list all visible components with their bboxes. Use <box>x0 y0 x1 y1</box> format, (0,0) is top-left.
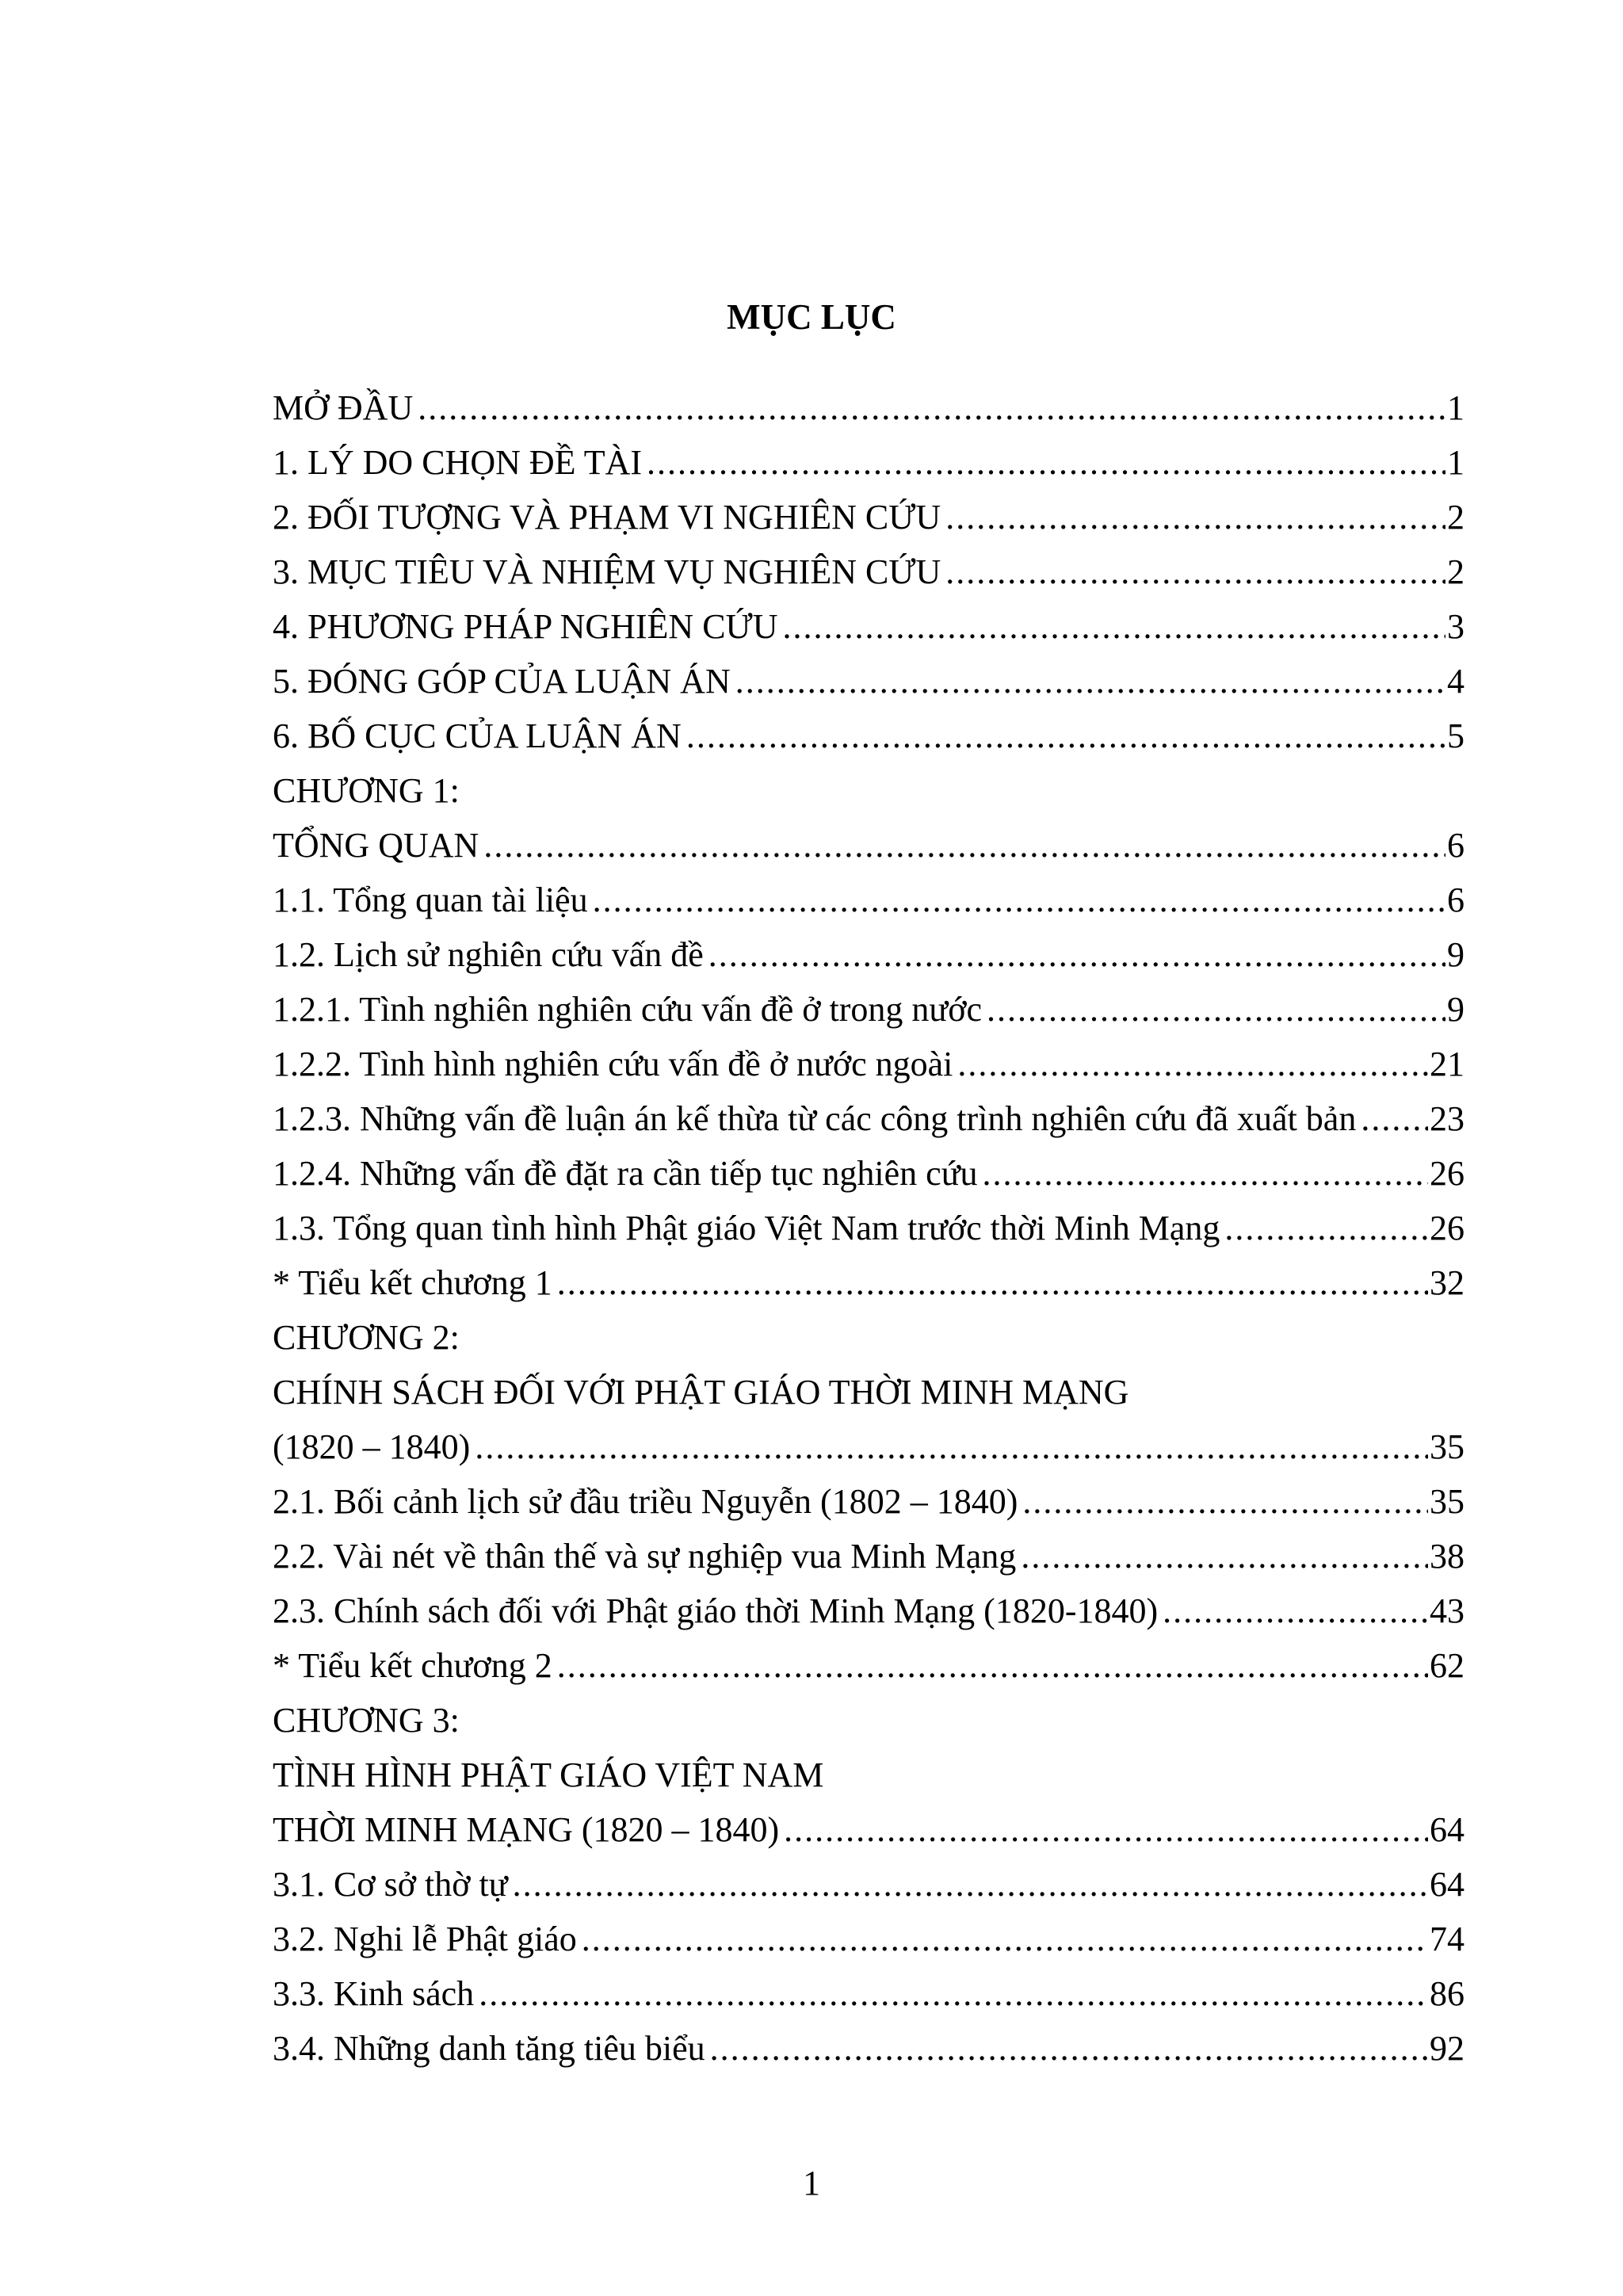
toc-entry-page: 26 <box>1430 1154 1465 1193</box>
dot-leader <box>784 1802 1428 1857</box>
toc-entry <box>273 1365 1465 1419</box>
toc-entry-label: 1.1. Tổng quan tài liệu <box>273 881 588 919</box>
dot-leader <box>483 818 1445 873</box>
toc-entry <box>273 380 1465 435</box>
toc-entry <box>273 544 1465 599</box>
dot-leader <box>782 599 1445 654</box>
toc-entry <box>273 654 1465 709</box>
toc-entry-page: 1 <box>1447 443 1465 482</box>
dot-leader <box>1021 1529 1428 1584</box>
toc-entry-label: TỔNG QUAN <box>273 826 479 865</box>
toc-entry-label: 3.3. Kinh sách <box>273 1974 475 2013</box>
toc-entry-label: 3.2. Nghi lễ Phật giáo <box>273 1920 577 1958</box>
toc-entry <box>273 927 1465 982</box>
toc-entry <box>273 599 1465 654</box>
toc-entry-label: 2.1. Bối cảnh lịch sử đầu triều Nguyễn (1802 – 1840) <box>273 1482 1018 1521</box>
dot-leader <box>945 544 1445 599</box>
toc-entry-label: * Tiểu kết chương 2 <box>273 1646 552 1685</box>
toc-entry-page: 38 <box>1430 1537 1465 1576</box>
dot-leader <box>418 380 1445 435</box>
toc-entry-page: 43 <box>1430 1591 1465 1630</box>
dot-leader <box>1224 1201 1428 1255</box>
toc-entry-label: 1.2.1. Tình nghiên nghiên cứu vấn đề ở trong nước <box>273 990 983 1029</box>
toc-entry <box>273 1091 1465 1146</box>
toc-entry-label: 1.3. Tổng quan tình hình Phật giáo Việt Nam trước thời Minh Mạng <box>273 1209 1220 1247</box>
toc-entry-label: 1.2.2. Tình hình nghiên cứu vấn đề ở nước ngoài <box>273 1045 953 1083</box>
toc-entry-page: 64 <box>1430 1865 1465 1904</box>
toc-entry-label: * Tiểu kết chương 1 <box>273 1263 552 1302</box>
toc-entry <box>273 1802 1465 1857</box>
dot-leader <box>1163 1584 1428 1638</box>
dot-leader <box>479 1966 1428 2021</box>
toc-entry <box>273 709 1465 763</box>
toc-entry <box>273 1146 1465 1201</box>
toc-entry-page: 35 <box>1430 1427 1465 1466</box>
toc-entry-label: 3.4. Những danh tăng tiêu biểu <box>273 2029 705 2068</box>
toc-entry-label: 2.2. Vài nét về thân thế và sự nghiệp vua Minh Mạng <box>273 1537 1017 1576</box>
toc-entry <box>273 1638 1465 1693</box>
toc-entry-page: 92 <box>1430 2029 1465 2068</box>
dot-leader <box>710 2021 1428 2076</box>
toc-entry-label: CHƯƠNG 2: <box>273 1318 460 1357</box>
toc-entry <box>273 1748 1465 1802</box>
toc-entry-label: 2. ĐỐI TƯỢNG VÀ PHẠM VI NGHIÊN CỨU <box>273 498 941 537</box>
toc-entry-page: 64 <box>1430 1810 1465 1849</box>
toc-entry-label: TÌNH HÌNH PHẬT GIÁO VIỆT NAM <box>273 1755 824 1794</box>
toc-entry <box>273 1474 1465 1529</box>
dot-leader <box>647 435 1445 490</box>
toc-entry <box>273 1255 1465 1310</box>
toc-entry <box>273 1201 1465 1255</box>
toc-entry-label: (1820 – 1840) <box>273 1427 471 1466</box>
toc-entry-page: 9 <box>1447 990 1465 1029</box>
toc-entry <box>273 1310 1465 1365</box>
dot-leader <box>557 1638 1428 1693</box>
toc-entry-label: 4. PHƯƠNG PHÁP NGHIÊN CỨU <box>273 607 778 646</box>
toc-entry <box>273 818 1465 873</box>
toc-entry-page: 4 <box>1447 662 1465 701</box>
toc-entry-page: 1 <box>1447 388 1465 427</box>
toc-entry-page: 5 <box>1447 716 1465 755</box>
toc-entry <box>273 490 1465 544</box>
toc-entry-label: 2.3. Chính sách đối với Phật giáo thời Minh Mạng (1820-1840) <box>273 1591 1159 1630</box>
toc-entry-page: 9 <box>1447 935 1465 974</box>
toc-entry-page: 26 <box>1430 1209 1465 1247</box>
toc-entry <box>273 2021 1465 2076</box>
toc-entry <box>273 435 1465 490</box>
toc-entry-label: CHÍNH SÁCH ĐỐI VỚI PHẬT GIÁO THỜI MINH MẠNG <box>273 1373 1129 1412</box>
toc-entry <box>273 1966 1465 2021</box>
toc-entry-label: CHƯƠNG 3: <box>273 1701 460 1740</box>
toc-entry-page: 2 <box>1447 498 1465 537</box>
toc-entry-page: 6 <box>1447 881 1465 919</box>
toc-entry-page: 86 <box>1430 1974 1465 2013</box>
toc-entry-page: 32 <box>1430 1263 1465 1302</box>
dot-leader <box>582 1912 1428 1966</box>
page-title: MỤC LỤC <box>727 297 896 337</box>
toc-entry-page: 35 <box>1430 1482 1465 1521</box>
dot-leader <box>1022 1474 1428 1529</box>
toc-entry <box>273 1529 1465 1584</box>
dot-leader <box>957 1037 1428 1091</box>
toc-entry <box>273 873 1465 927</box>
toc-entry <box>273 1037 1465 1091</box>
dot-leader <box>1361 1091 1428 1146</box>
toc-entry <box>273 982 1465 1037</box>
toc-entry-page: 74 <box>1430 1920 1465 1958</box>
toc-entry-page: 62 <box>1430 1646 1465 1685</box>
toc-entry-label: 3. MỤC TIÊU VÀ NHIỆM VỤ NGHIÊN CỨU <box>273 552 941 591</box>
table-of-contents <box>273 380 1465 2076</box>
dot-leader <box>945 490 1445 544</box>
toc-entry-page: 23 <box>1430 1099 1465 1138</box>
toc-entry-page: 2 <box>1447 552 1465 591</box>
toc-entry <box>273 763 1465 818</box>
dot-leader <box>708 927 1445 982</box>
toc-entry-page: 21 <box>1430 1045 1465 1083</box>
dot-leader <box>557 1255 1428 1310</box>
toc-entry-label: CHƯƠNG 1: <box>273 771 460 810</box>
toc-entry <box>273 1419 1465 1474</box>
page-number: 1 <box>803 2164 820 2202</box>
toc-entry-label: MỞ ĐẦU <box>273 388 414 427</box>
toc-entry-label: THỜI MINH MẠNG (1820 – 1840) <box>273 1810 780 1849</box>
dot-leader <box>983 1146 1428 1201</box>
toc-entry-page: 3 <box>1447 607 1465 646</box>
toc-entry-label: 1.2. Lịch sử nghiên cứu vấn đề <box>273 935 704 974</box>
toc-entry-label: 6. BỐ CỤC CỦA LUẬN ÁN <box>273 716 682 755</box>
toc-entry-label: 1.2.3. Những vấn đề luận án kế thừa từ các công trình nghiên cứu đã xuất bản <box>273 1099 1357 1138</box>
toc-entry <box>273 1857 1465 1912</box>
toc-entry-label: 1.2.4. Những vấn đề đặt ra cần tiếp tục nghiên cứu <box>273 1154 978 1193</box>
toc-entry-label: 1. LÝ DO CHỌN ĐỀ TÀI <box>273 443 643 482</box>
toc-entry <box>273 1584 1465 1638</box>
toc-entry-page: 6 <box>1447 826 1465 865</box>
dot-leader <box>513 1857 1428 1912</box>
toc-entry-label: 5. ĐÓNG GÓP CỦA LUẬN ÁN <box>273 662 731 701</box>
dot-leader <box>686 709 1445 763</box>
dot-leader <box>593 873 1445 927</box>
toc-entry <box>273 1693 1465 1748</box>
dot-leader <box>735 654 1445 709</box>
toc-entry <box>273 1912 1465 1966</box>
dot-leader <box>987 982 1445 1037</box>
toc-entry-label: 3.1. Cơ sở thờ tự <box>273 1865 508 1904</box>
dot-leader <box>475 1419 1428 1474</box>
